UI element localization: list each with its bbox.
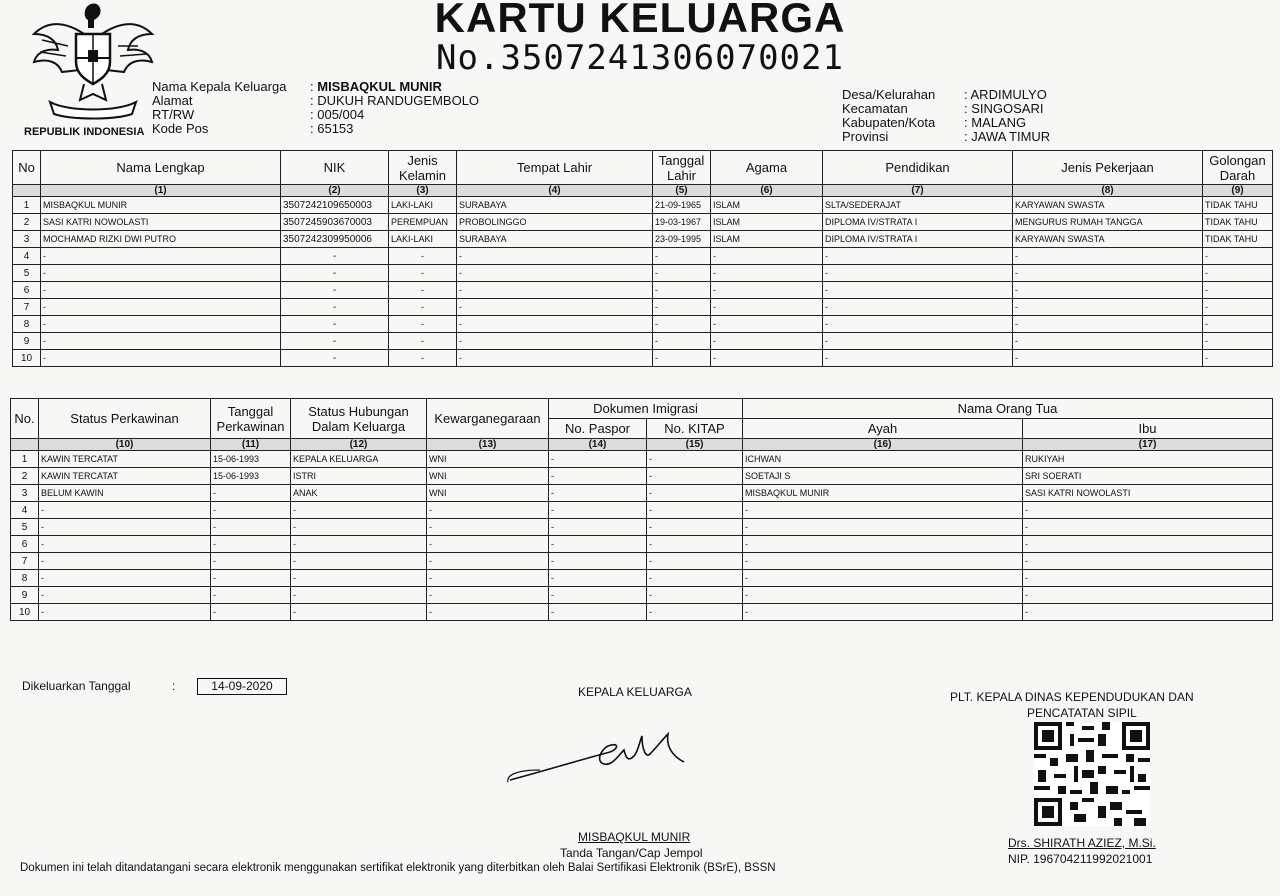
table-cell: - <box>647 587 743 604</box>
info-row-kepala: Nama Kepala Keluarga : MISBAQKUL MUNIR <box>152 79 442 94</box>
table-cell: - <box>653 333 711 350</box>
table-cell: 6 <box>11 536 39 553</box>
table-cell: 7 <box>13 299 41 316</box>
table-cell: - <box>389 265 457 282</box>
table-row <box>13 214 1273 231</box>
table-cell: - <box>427 519 549 536</box>
table-cell: KEPALA KELUARGA <box>291 451 427 468</box>
table-cell: - <box>711 350 823 367</box>
table-cell: 4 <box>13 248 41 265</box>
table-cell: 3507242309950006 <box>281 231 389 248</box>
table-cell: - <box>1023 502 1273 519</box>
official-title-line2: PENCATATAN SIPIL <box>1027 706 1137 720</box>
table-cell: - <box>39 519 211 536</box>
table-cell: - <box>549 502 647 519</box>
table-cell: - <box>549 587 647 604</box>
table-cell: 15-06-1993 <box>211 451 291 468</box>
table-row <box>13 333 1273 350</box>
info-label: Desa/Kelurahan <box>842 87 936 102</box>
table-cell: SRI SOERATI <box>1023 468 1273 485</box>
table-cell: - <box>457 350 653 367</box>
table-cell: SURABAYA <box>457 231 653 248</box>
table-cell: - <box>281 248 389 265</box>
info-label: Kecamatan <box>842 101 908 116</box>
col-number: (8) <box>1013 185 1203 197</box>
table-cell: 4 <box>11 502 39 519</box>
col-number: (3) <box>389 185 457 197</box>
col-header-jenis-kelamin: Jenis Kelamin <box>389 151 457 185</box>
table-cell: - <box>41 316 281 333</box>
qr-code-icon <box>1034 722 1150 826</box>
table-cell: - <box>653 316 711 333</box>
col-header-no: No. <box>11 399 39 439</box>
table-cell: - <box>211 536 291 553</box>
table-cell: 1 <box>13 197 41 214</box>
table-cell: MISBAQKUL MUNIR <box>41 197 281 214</box>
table-row <box>11 587 1273 604</box>
head-of-family-title: KEPALA KELUARGA <box>578 685 692 699</box>
table-cell: - <box>389 282 457 299</box>
info-row-desa: Desa/Kelurahan : ARDIMULYO <box>842 87 1047 102</box>
table-cell: - <box>653 350 711 367</box>
document-number: No.3507241306070021 <box>436 38 844 78</box>
table-cell: 9 <box>11 587 39 604</box>
table-cell: - <box>291 536 427 553</box>
family-info-left <box>152 78 479 134</box>
col-header-status-hubungan: Status Hubungan Dalam Keluarga <box>291 399 427 439</box>
table-cell: 5 <box>11 519 39 536</box>
table-cell: - <box>743 536 1023 553</box>
table-cell: 21-09-1965 <box>653 197 711 214</box>
table-row <box>13 282 1273 299</box>
table-cell: - <box>1203 265 1273 282</box>
official-nip: NIP. 196704211992021001 <box>1008 852 1153 866</box>
table-cell: - <box>427 553 549 570</box>
table-cell: - <box>1203 299 1273 316</box>
official-name: Drs. SHIRATH AZIEZ, M.Si. <box>1008 836 1156 850</box>
table-cell: - <box>549 570 647 587</box>
table-cell: - <box>1023 536 1273 553</box>
table-cell: ISLAM <box>711 197 823 214</box>
col-number: (5) <box>653 185 711 197</box>
col-number: (2) <box>281 185 389 197</box>
table-cell: 15-06-1993 <box>211 468 291 485</box>
table-row <box>11 451 1273 468</box>
table-cell: - <box>647 604 743 621</box>
info-label: RT/RW <box>152 107 195 122</box>
table-cell: PEREMPUAN <box>389 214 457 231</box>
table-cell: - <box>291 604 427 621</box>
col-header-pekerjaan: Jenis Pekerjaan <box>1013 151 1203 185</box>
table-cell: - <box>711 248 823 265</box>
table-cell: - <box>549 451 647 468</box>
status-table-body <box>11 451 1273 621</box>
table-cell: - <box>711 299 823 316</box>
table-cell: 3507242109650003 <box>281 197 389 214</box>
table-cell: BELUM KAWIN <box>39 485 211 502</box>
table-cell: 23-09-1995 <box>653 231 711 248</box>
table-cell: - <box>427 502 549 519</box>
issued-label: Dikeluarkan Tanggal <box>22 679 131 693</box>
col-number: (17) <box>1023 439 1273 451</box>
table-cell: LAKI-LAKI <box>389 197 457 214</box>
table-row <box>11 604 1273 621</box>
col-header-nik: NIK <box>281 151 389 185</box>
col-number: (15) <box>647 439 743 451</box>
col-header-tanggal-lahir: Tanggal Lahir <box>653 151 711 185</box>
info-value: 65153 <box>317 121 354 136</box>
table-cell: - <box>823 316 1013 333</box>
table-cell: 8 <box>11 570 39 587</box>
table-cell: KARYAWAN SWASTA <box>1013 197 1203 214</box>
table-cell: ISTRI <box>291 468 427 485</box>
table-cell: - <box>549 519 647 536</box>
table-row <box>11 485 1273 502</box>
table-row <box>13 316 1273 333</box>
table-cell: - <box>743 587 1023 604</box>
table-cell: - <box>711 265 823 282</box>
table-cell: - <box>427 604 549 621</box>
table-cell: - <box>281 282 389 299</box>
table-cell: - <box>711 333 823 350</box>
emblem-caption: REPUBLIK INDONESIA <box>24 126 145 138</box>
info-label: Nama Kepala Keluarga <box>152 79 287 94</box>
table-cell: - <box>427 536 549 553</box>
table-cell: - <box>281 350 389 367</box>
table-cell: - <box>1203 248 1273 265</box>
table-cell: - <box>389 333 457 350</box>
table-cell: - <box>549 536 647 553</box>
head-of-family-name: MISBAQKUL MUNIR <box>578 830 691 844</box>
col-number: (11) <box>211 439 291 451</box>
table-cell: 2 <box>13 214 41 231</box>
table-cell: 1 <box>11 451 39 468</box>
table-cell: - <box>549 553 647 570</box>
table-cell: - <box>427 570 549 587</box>
table-cell: - <box>647 553 743 570</box>
table-cell: 6 <box>13 282 41 299</box>
table-cell: - <box>1203 333 1273 350</box>
signature-icon <box>500 722 700 792</box>
info-row-provinsi: Provinsi : JAWA TIMUR <box>842 129 1051 144</box>
table-cell: - <box>743 604 1023 621</box>
table-cell: 9 <box>13 333 41 350</box>
table-cell: - <box>211 604 291 621</box>
table-cell: - <box>291 587 427 604</box>
info-value: DUKUH RANDUGEMBOLO <box>317 93 480 108</box>
members-table-body <box>13 197 1273 367</box>
col-number <box>13 185 41 197</box>
table-cell: - <box>1203 282 1273 299</box>
table-cell: KARYAWAN SWASTA <box>1013 231 1203 248</box>
members-table <box>12 150 1273 367</box>
col-header-kewarganegaraan: Kewarganegaraan <box>427 399 549 439</box>
col-number: (4) <box>457 185 653 197</box>
table-cell: - <box>647 468 743 485</box>
table-cell: TIDAK TAHU <box>1203 214 1273 231</box>
table-cell: - <box>647 451 743 468</box>
table-cell: - <box>1023 587 1273 604</box>
col-header-status-perkawinan: Status Perkawinan <box>39 399 211 439</box>
info-value: SINGOSARI <box>971 101 1044 116</box>
table-cell: - <box>823 265 1013 282</box>
table-cell: DIPLOMA IV/STRATA I <box>823 214 1013 231</box>
table-cell: - <box>39 502 211 519</box>
table-cell: - <box>1023 570 1273 587</box>
signature-caption: Tanda Tangan/Cap Jempol <box>560 846 703 860</box>
table-cell: - <box>291 553 427 570</box>
table-row <box>11 553 1273 570</box>
table-cell: - <box>389 350 457 367</box>
table-cell: - <box>823 333 1013 350</box>
table-cell: - <box>291 519 427 536</box>
table-cell: - <box>1023 519 1273 536</box>
table-cell: - <box>457 248 653 265</box>
table-cell: - <box>653 282 711 299</box>
col-number: (6) <box>711 185 823 197</box>
table-cell: SLTA/SEDERAJAT <box>823 197 1013 214</box>
table-cell: - <box>647 570 743 587</box>
table-row <box>13 231 1273 248</box>
info-label: Alamat <box>152 93 193 108</box>
info-value: ARDIMULYO <box>970 87 1047 102</box>
table-cell: MENGURUS RUMAH TANGGA <box>1013 214 1203 231</box>
info-row-kecamatan: Kecamatan : SINGOSARI <box>842 101 1044 116</box>
table-cell: KAWIN TERCATAT <box>39 451 211 468</box>
table-cell: - <box>743 570 1023 587</box>
col-number: (12) <box>291 439 427 451</box>
info-value: 005/004 <box>317 107 365 122</box>
table-cell: - <box>647 536 743 553</box>
table-cell: - <box>457 282 653 299</box>
table-cell: DIPLOMA IV/STRATA I <box>823 231 1013 248</box>
info-label: Provinsi <box>842 129 889 144</box>
table-cell: - <box>823 248 1013 265</box>
table-cell: - <box>457 265 653 282</box>
col-header-ayah: Ayah <box>743 419 1023 439</box>
info-value: MALANG <box>971 115 1027 130</box>
col-header-nama: Nama Lengkap <box>41 151 281 185</box>
table-cell: 3507245903670003 <box>281 214 389 231</box>
table-cell: - <box>1023 553 1273 570</box>
table-cell: TIDAK TAHU <box>1203 197 1273 214</box>
info-value: MISBAQKUL MUNIR <box>317 79 442 94</box>
table-row <box>11 536 1273 553</box>
table-cell: - <box>39 587 211 604</box>
table-cell: - <box>711 282 823 299</box>
table-cell: - <box>823 299 1013 316</box>
table-cell: - <box>549 468 647 485</box>
table-cell: - <box>457 316 653 333</box>
table-cell: 2 <box>11 468 39 485</box>
table-cell: 10 <box>11 604 39 621</box>
table-cell: - <box>211 553 291 570</box>
table-cell: - <box>211 587 291 604</box>
table-cell: - <box>1023 604 1273 621</box>
table-cell: - <box>389 299 457 316</box>
table-cell: - <box>211 570 291 587</box>
table-cell: 3 <box>11 485 39 502</box>
table-cell: - <box>1013 350 1203 367</box>
col-number: (16) <box>743 439 1023 451</box>
table-cell: ISLAM <box>711 231 823 248</box>
table-cell: 7 <box>11 553 39 570</box>
table-cell: - <box>711 316 823 333</box>
table-cell: 3 <box>13 231 41 248</box>
document-title: KARTU KELUARGA <box>434 0 846 41</box>
col-number: (14) <box>549 439 647 451</box>
table-cell: - <box>823 282 1013 299</box>
table-cell: - <box>1013 282 1203 299</box>
col-header-agama: Agama <box>711 151 823 185</box>
table-cell: WNI <box>427 485 549 502</box>
table-cell: - <box>743 519 1023 536</box>
table-cell: - <box>41 350 281 367</box>
family-info-right <box>842 86 1050 142</box>
table-cell: - <box>39 553 211 570</box>
info-row-alamat: Alamat : DUKUH RANDUGEMBOLO <box>152 93 480 108</box>
col-header-tanggal-perkawinan: Tanggal Perkawinan <box>211 399 291 439</box>
table-cell: ICHWAN <box>743 451 1023 468</box>
table-cell: - <box>41 248 281 265</box>
col-header-pendidikan: Pendidikan <box>823 151 1013 185</box>
table-cell: - <box>41 299 281 316</box>
table-cell: - <box>41 333 281 350</box>
table-cell: - <box>823 350 1013 367</box>
table-cell: - <box>743 553 1023 570</box>
info-row-kodepos: Kode Pos : 65153 <box>152 121 354 136</box>
table-cell: - <box>1203 350 1273 367</box>
table-cell: - <box>281 316 389 333</box>
table-cell: - <box>211 485 291 502</box>
col-number: (1) <box>41 185 281 197</box>
table-cell: - <box>41 282 281 299</box>
table-row <box>13 299 1273 316</box>
table-cell: SOETAJI S <box>743 468 1023 485</box>
table-cell: KAWIN TERCATAT <box>39 468 211 485</box>
table-cell: - <box>281 265 389 282</box>
table-cell: - <box>549 485 647 502</box>
table-cell: MOCHAMAD RIZKI DWI PUTRO <box>41 231 281 248</box>
table-cell: - <box>653 299 711 316</box>
col-header-nama-orang-tua: Nama Orang Tua <box>743 399 1273 419</box>
table-cell: - <box>211 502 291 519</box>
col-number <box>11 439 39 451</box>
table-cell: - <box>281 333 389 350</box>
table-cell: 19-03-1967 <box>653 214 711 231</box>
table-cell: SASI KATRI NOWOLASTI <box>1023 485 1273 502</box>
table-cell: LAKI-LAKI <box>389 231 457 248</box>
table-cell: - <box>1013 316 1203 333</box>
table-cell: - <box>41 265 281 282</box>
col-header-dokumen-imigrasi: Dokumen Imigrasi <box>549 399 743 419</box>
table-cell: - <box>39 570 211 587</box>
table-cell: MISBAQKUL MUNIR <box>743 485 1023 502</box>
table-cell: - <box>457 299 653 316</box>
table-cell: - <box>457 333 653 350</box>
table-row <box>13 265 1273 282</box>
status-table <box>10 398 1273 621</box>
table-cell: WNI <box>427 468 549 485</box>
info-label: Kabupaten/Kota <box>842 115 936 130</box>
table-cell: - <box>281 299 389 316</box>
table-cell: - <box>427 587 549 604</box>
table-cell: 10 <box>13 350 41 367</box>
table-cell: 8 <box>13 316 41 333</box>
col-header-no: No <box>13 151 41 185</box>
table-cell: - <box>1013 333 1203 350</box>
table-cell: - <box>211 519 291 536</box>
issued-date: 14-09-2020 <box>197 678 287 695</box>
table-cell: - <box>549 604 647 621</box>
info-value: JAWA TIMUR <box>971 129 1051 144</box>
col-header-ibu: Ibu <box>1023 419 1273 439</box>
table-cell: - <box>389 316 457 333</box>
table-cell: SASI KATRI NOWOLASTI <box>41 214 281 231</box>
table-cell: TIDAK TAHU <box>1203 231 1273 248</box>
table-cell: - <box>653 265 711 282</box>
table-cell: - <box>291 570 427 587</box>
table-cell: WNI <box>427 451 549 468</box>
table-cell: - <box>743 502 1023 519</box>
table-cell: - <box>1013 265 1203 282</box>
table-cell: - <box>647 485 743 502</box>
table-cell: 5 <box>13 265 41 282</box>
table-cell: - <box>39 536 211 553</box>
table-row <box>11 502 1273 519</box>
col-number: (7) <box>823 185 1013 197</box>
table-cell: ANAK <box>291 485 427 502</box>
table-row <box>11 570 1273 587</box>
col-number: (10) <box>39 439 211 451</box>
table-row <box>13 350 1273 367</box>
table-cell: - <box>653 248 711 265</box>
col-header-no-paspor: No. Paspor <box>549 419 647 439</box>
info-row-kabupaten: Kabupaten/Kota : MALANG <box>842 115 1027 130</box>
electronic-signature-disclaimer: Dokumen ini telah ditandatangani secara elektronik menggunakan sertifikat elektronik yang diterbitkan oleh Balai Sertifikasi Elektronik (BSrE), BSSN <box>20 862 776 874</box>
table-cell: RUKIYAH <box>1023 451 1273 468</box>
col-header-no-kitap: No. KITAP <box>647 419 743 439</box>
table-cell: SURABAYA <box>457 197 653 214</box>
table-cell: - <box>647 502 743 519</box>
table-cell: - <box>291 502 427 519</box>
col-header-golongan-darah: Golongan Darah <box>1203 151 1273 185</box>
col-number: (13) <box>427 439 549 451</box>
info-row-rtrw: RT/RW : 005/004 <box>152 107 365 122</box>
table-row <box>13 197 1273 214</box>
table-cell: - <box>1013 248 1203 265</box>
info-label: Kode Pos <box>152 121 209 136</box>
table-cell: - <box>39 604 211 621</box>
table-cell: - <box>647 519 743 536</box>
table-cell: ISLAM <box>711 214 823 231</box>
col-header-tempat-lahir: Tempat Lahir <box>457 151 653 185</box>
table-cell: - <box>389 248 457 265</box>
official-title-line1: PLT. KEPALA DINAS KEPENDUDUKAN DAN <box>950 690 1194 704</box>
table-row <box>11 519 1273 536</box>
issued-colon: : <box>172 679 176 693</box>
table-cell: - <box>1203 316 1273 333</box>
col-number: (9) <box>1203 185 1273 197</box>
table-cell: PROBOLINGGO <box>457 214 653 231</box>
table-cell: - <box>1013 299 1203 316</box>
table-row <box>13 248 1273 265</box>
table-row <box>11 468 1273 485</box>
